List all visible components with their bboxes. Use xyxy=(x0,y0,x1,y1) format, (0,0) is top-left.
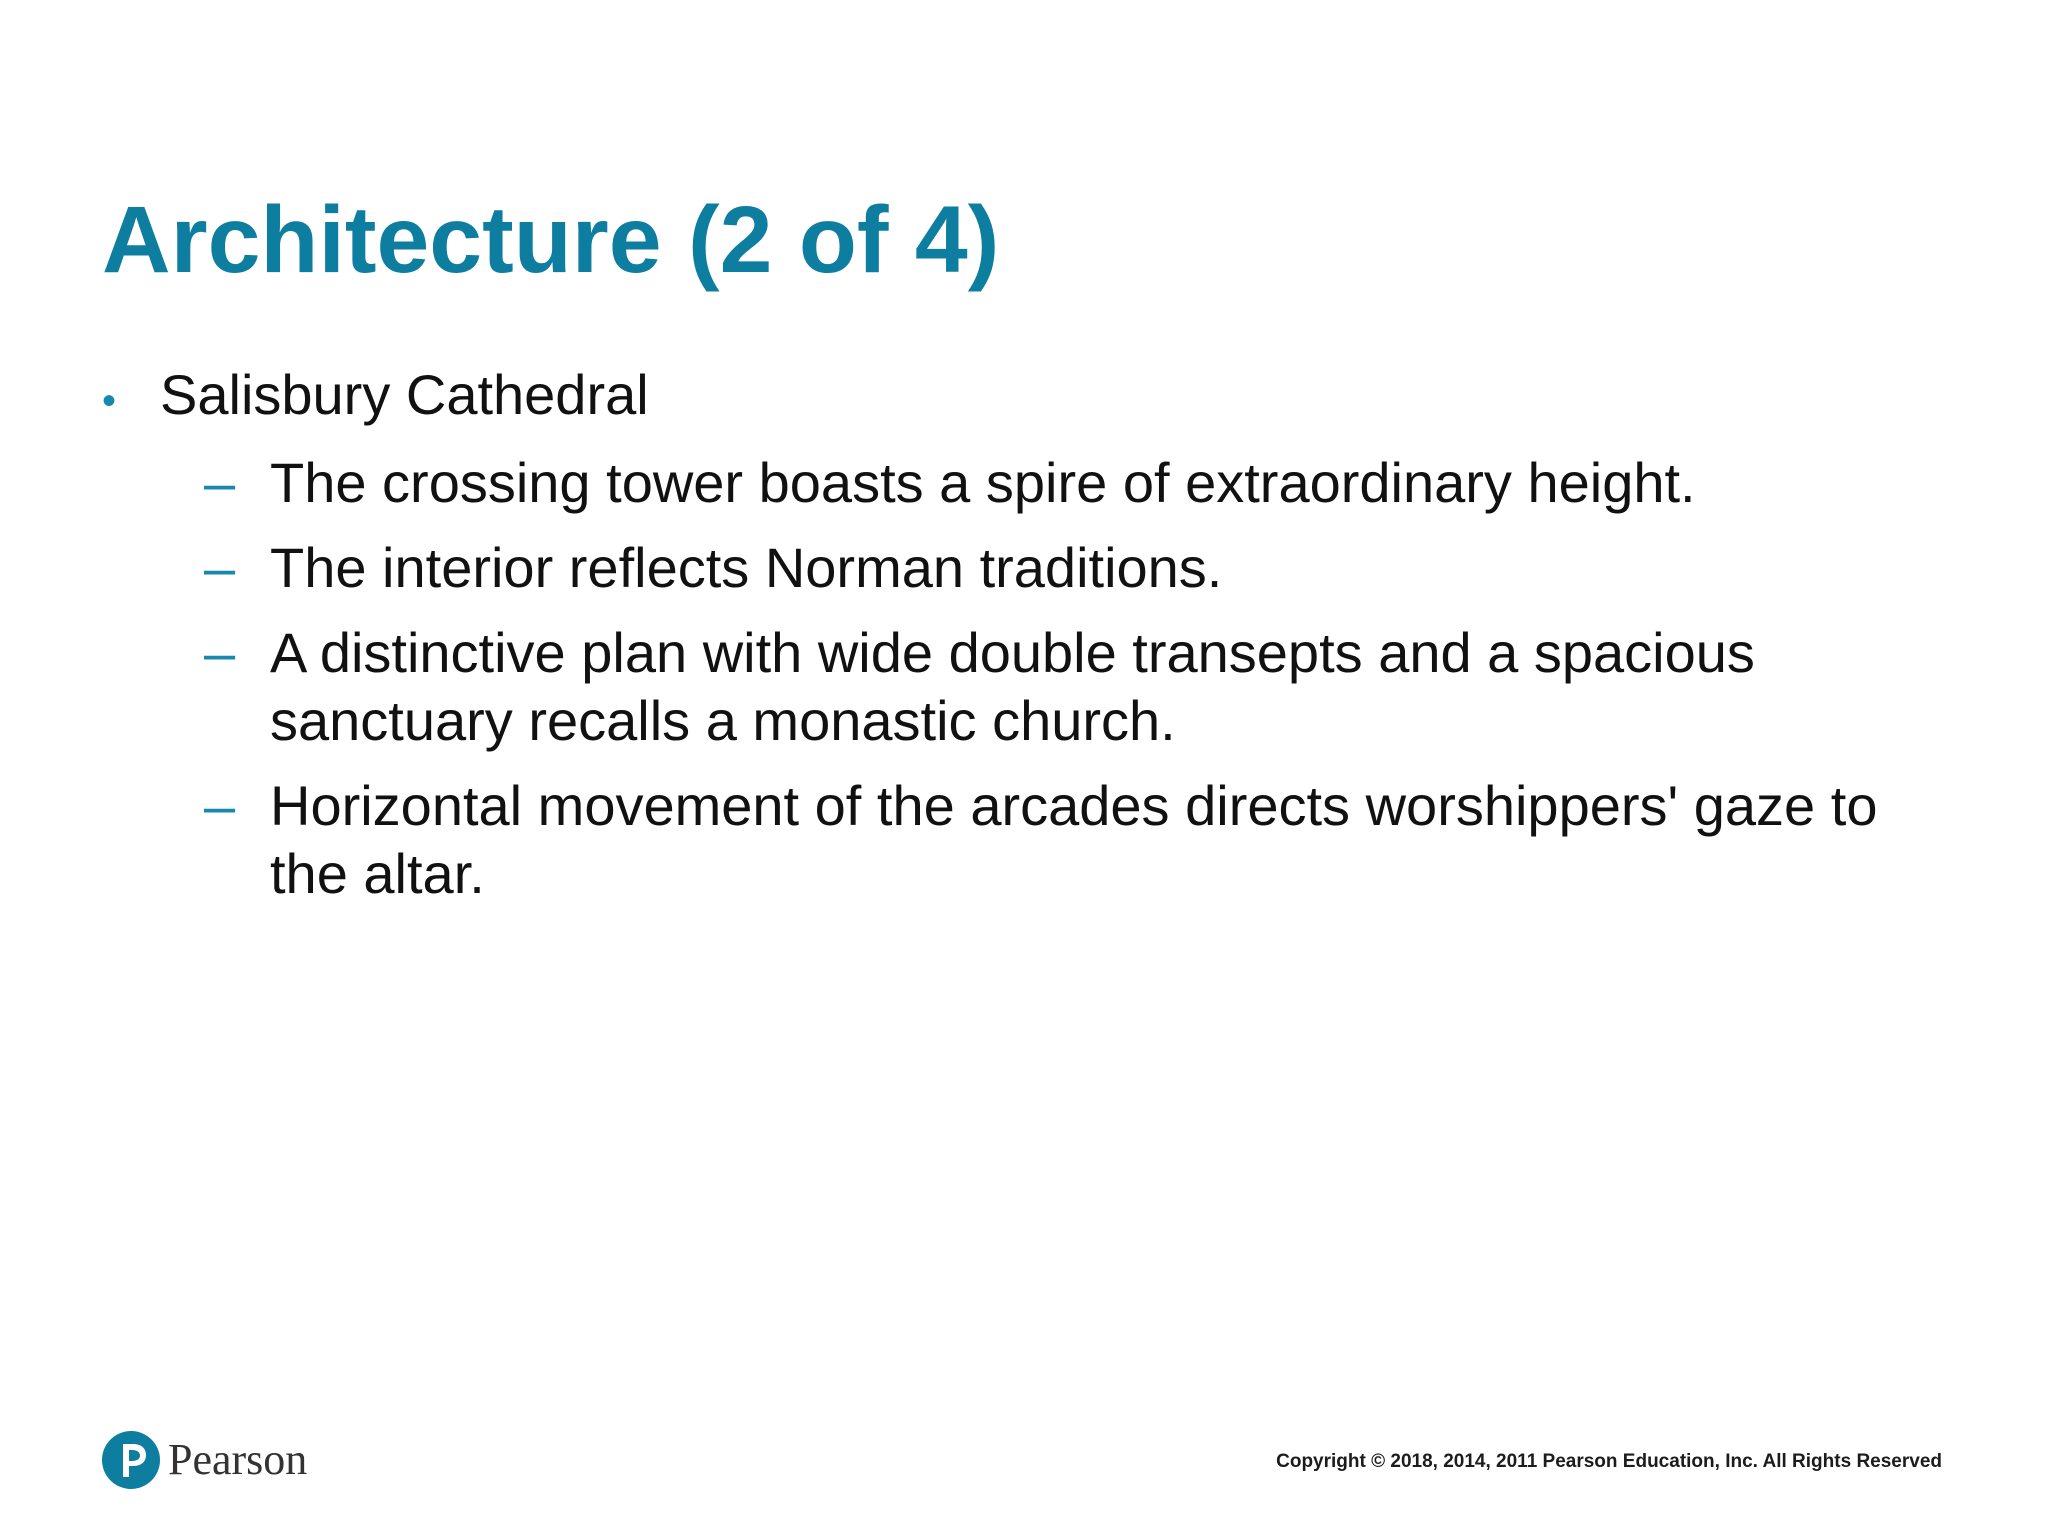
sub-bullet-text: Horizontal movement of the arcades directs worshippers' gaze to the altar. xyxy=(270,774,1878,905)
sub-bullet-text: The crossing tower boasts a spire of extraordinary height. xyxy=(270,451,1696,514)
logo-wordmark: Pearson xyxy=(168,1435,308,1484)
bullet-text: Salisbury Cathedral xyxy=(160,363,649,426)
bullet-marker: • xyxy=(102,379,117,423)
sub-bullet-marker: – xyxy=(204,451,236,514)
sub-bullet-marker: – xyxy=(204,774,236,837)
copyright-notice: Copyright © 2018, 2014, 2011 Pearson Education, Inc. All Rights Reserved xyxy=(1276,1451,1942,1472)
slide-content xyxy=(102,362,1952,908)
bullet-item xyxy=(102,362,1952,432)
sub-bullet-text: A distinctive plan with wide double transepts and a spacious sanctuary recalls a monastic church. xyxy=(270,621,1755,752)
slide-title: Architecture (2 of 4) xyxy=(102,187,1000,293)
pearson-p-logo-icon xyxy=(102,1431,160,1489)
sub-bullet-marker: – xyxy=(204,621,236,684)
sub-bullet-item xyxy=(204,619,1952,755)
pearson-logo xyxy=(102,1427,307,1493)
sub-bullet-item xyxy=(204,534,1952,602)
sub-bullet-marker: – xyxy=(204,536,236,599)
sub-bullet-item xyxy=(204,449,1952,517)
sub-bullet-list xyxy=(102,449,1952,908)
sub-bullet-item xyxy=(204,772,1952,908)
sub-bullet-text: The interior reflects Norman traditions. xyxy=(270,536,1223,599)
